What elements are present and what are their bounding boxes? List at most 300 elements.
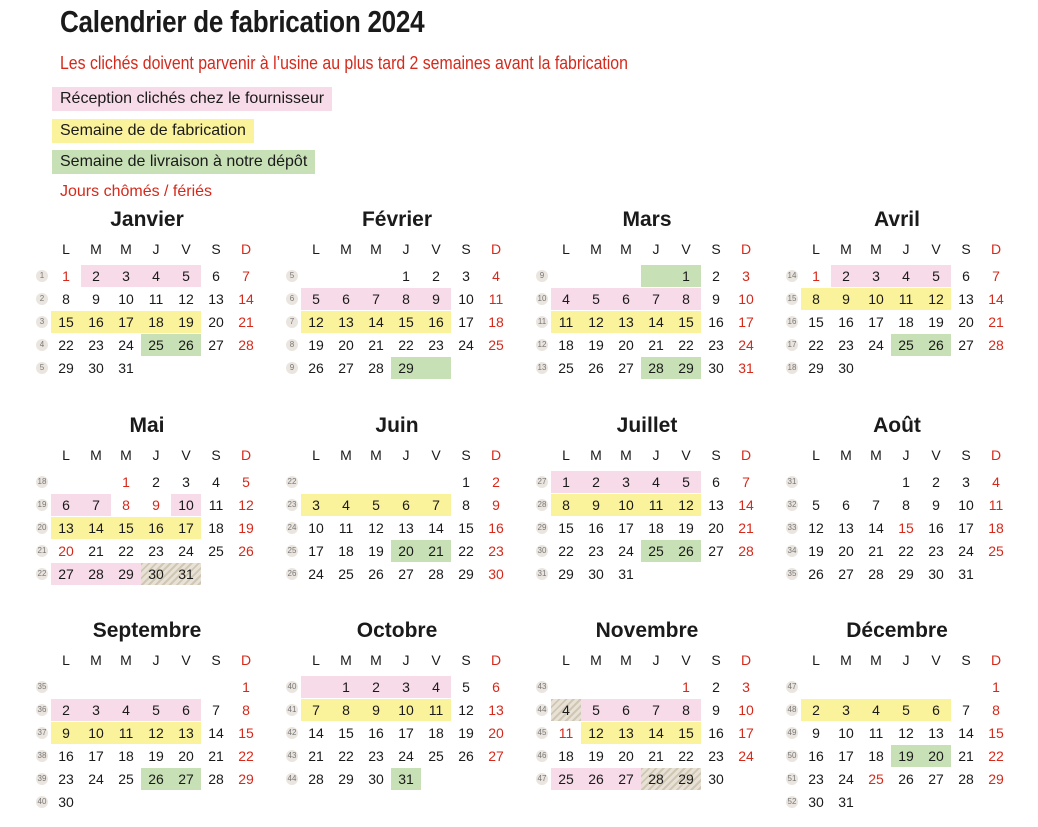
week-number: 49 bbox=[787, 728, 797, 737]
day-cell: 10 bbox=[458, 291, 474, 307]
day-cell: 25 bbox=[488, 337, 504, 353]
day-cell: 11 bbox=[558, 314, 574, 330]
day-cell: 23 bbox=[148, 543, 164, 559]
day-cell: 17 bbox=[88, 748, 104, 764]
day-cell: 31 bbox=[958, 566, 974, 582]
week-number: 5 bbox=[286, 270, 298, 282]
day-cell: 24 bbox=[618, 543, 634, 559]
day-cell: 27 bbox=[838, 566, 854, 582]
day-cell: 5 bbox=[182, 268, 190, 284]
day-cell: 15 bbox=[678, 314, 694, 330]
day-cell: 20 bbox=[398, 543, 414, 559]
day-cell: 16 bbox=[838, 314, 854, 330]
day-cell: 15 bbox=[458, 520, 474, 536]
week-number: 30 bbox=[537, 546, 547, 555]
day-cell: 1 bbox=[562, 474, 570, 490]
day-cell: 24 bbox=[178, 543, 194, 559]
day-cell: 7 bbox=[872, 497, 880, 513]
weekday-header: M bbox=[120, 652, 132, 668]
day-cell: 2 bbox=[812, 702, 820, 718]
week-number: 31 bbox=[537, 569, 547, 578]
day-cell: 29 bbox=[988, 771, 1004, 787]
day-cell: 30 bbox=[368, 771, 384, 787]
week-number: 44 bbox=[287, 774, 297, 783]
week-number: 28 bbox=[537, 500, 547, 509]
day-cell: 8 bbox=[342, 702, 350, 718]
day-cell: 14 bbox=[368, 314, 384, 330]
month-name: Février bbox=[361, 208, 433, 231]
week-number: 2 bbox=[36, 293, 48, 305]
day-cell: 21 bbox=[958, 748, 974, 764]
day-cell: 29 bbox=[118, 566, 134, 582]
day-cell: 16 bbox=[148, 520, 164, 536]
weekday-header: D bbox=[240, 241, 252, 257]
day-cell: 6 bbox=[932, 702, 940, 718]
day-cell: 4 bbox=[342, 497, 350, 513]
month-12 bbox=[786, 619, 1036, 819]
day-cell: 4 bbox=[562, 702, 570, 718]
day-cell: 17 bbox=[738, 314, 754, 330]
day-cell: 3 bbox=[742, 268, 750, 284]
day-cell: 3 bbox=[182, 474, 190, 490]
day-cell: 6 bbox=[622, 291, 630, 307]
day-cell: 16 bbox=[708, 314, 724, 330]
day-cell: 19 bbox=[678, 520, 694, 536]
week-number: 14 bbox=[787, 271, 797, 280]
day-cell: 25 bbox=[898, 337, 914, 353]
day-cell: 30 bbox=[928, 566, 944, 582]
day-cell: 18 bbox=[868, 748, 884, 764]
day-cell: 16 bbox=[928, 520, 944, 536]
weekday-header: V bbox=[431, 447, 441, 463]
day-cell: 28 bbox=[958, 771, 974, 787]
day-cell: 19 bbox=[588, 337, 604, 353]
day-cell: 5 bbox=[462, 679, 470, 695]
day-cell: 6 bbox=[962, 268, 970, 284]
day-cell: 21 bbox=[648, 748, 664, 764]
day-cell: 21 bbox=[88, 543, 104, 559]
weekday-header: J bbox=[902, 652, 910, 668]
weekday-header: D bbox=[490, 652, 502, 668]
day-cell: 13 bbox=[708, 497, 724, 513]
weekday-header: S bbox=[961, 652, 971, 668]
day-cell: 20 bbox=[928, 748, 944, 764]
weekday-header: D bbox=[490, 241, 502, 257]
weekday-header: S bbox=[461, 447, 471, 463]
day-cell: 25 bbox=[208, 543, 224, 559]
week-number: 23 bbox=[287, 500, 297, 509]
weekday-header: D bbox=[990, 447, 1002, 463]
weekday-header: S bbox=[961, 241, 971, 257]
day-cell: 2 bbox=[62, 702, 70, 718]
day-cell: 31 bbox=[838, 794, 854, 810]
day-cell: 8 bbox=[122, 497, 130, 513]
weekday-header: S bbox=[711, 447, 721, 463]
week-number: 36 bbox=[37, 705, 47, 714]
day-cell: 3 bbox=[402, 679, 410, 695]
weekday-header: J bbox=[652, 652, 660, 668]
day-cell: 23 bbox=[88, 337, 104, 353]
day-cell: 21 bbox=[868, 543, 884, 559]
day-cell: 18 bbox=[558, 748, 574, 764]
day-cell: 26 bbox=[148, 771, 164, 787]
day-cell: 7 bbox=[652, 702, 660, 718]
day-cell: 22 bbox=[238, 748, 254, 764]
day-cell: 7 bbox=[312, 702, 320, 718]
day-cell: 7 bbox=[742, 474, 750, 490]
month-8 bbox=[786, 414, 1036, 614]
day-cell: 17 bbox=[398, 725, 414, 741]
day-cell: 20 bbox=[708, 520, 724, 536]
day-cell: 5 bbox=[152, 702, 160, 718]
day-cell: 28 bbox=[368, 360, 384, 376]
week-number: 5 bbox=[36, 362, 48, 374]
weekday-header: L bbox=[812, 447, 820, 463]
day-cell: 6 bbox=[182, 702, 190, 718]
day-cell: 14 bbox=[738, 497, 754, 513]
day-cell: 21 bbox=[208, 748, 224, 764]
day-cell: 2 bbox=[842, 268, 850, 284]
day-cell: 15 bbox=[118, 520, 134, 536]
weekday-header: M bbox=[620, 447, 632, 463]
day-cell: 18 bbox=[338, 543, 354, 559]
day-cell: 12 bbox=[898, 725, 914, 741]
day-cell: 30 bbox=[88, 360, 104, 376]
day-cell: 30 bbox=[488, 566, 504, 582]
day-cell: 5 bbox=[312, 291, 320, 307]
day-cell: 13 bbox=[618, 314, 634, 330]
day-cell: 14 bbox=[88, 520, 104, 536]
week-number: 31 bbox=[787, 477, 797, 486]
week-number: 33 bbox=[787, 523, 797, 532]
day-cell: 9 bbox=[812, 725, 820, 741]
day-cell: 18 bbox=[558, 337, 574, 353]
day-cell: 18 bbox=[208, 520, 224, 536]
day-cell: 8 bbox=[402, 291, 410, 307]
day-cell: 29 bbox=[238, 771, 254, 787]
day-cell: 1 bbox=[682, 268, 690, 284]
day-cell: 22 bbox=[58, 337, 74, 353]
day-cell: 28 bbox=[238, 337, 254, 353]
day-cell: 23 bbox=[808, 771, 824, 787]
day-cell: 13 bbox=[338, 314, 354, 330]
day-cell: 17 bbox=[738, 725, 754, 741]
day-cell: 26 bbox=[238, 543, 254, 559]
week-number: 4 bbox=[36, 339, 48, 351]
week-number: 18 bbox=[37, 477, 47, 486]
day-cell: 21 bbox=[428, 543, 444, 559]
week-number: 40 bbox=[37, 797, 47, 806]
day-cell: 1 bbox=[902, 474, 910, 490]
weekday-header: V bbox=[931, 241, 941, 257]
day-cell: 24 bbox=[868, 337, 884, 353]
day-cell: 12 bbox=[678, 497, 694, 513]
day-cell: 25 bbox=[868, 771, 884, 787]
day-cell: 4 bbox=[652, 474, 660, 490]
weekday-header: S bbox=[211, 447, 221, 463]
week-number: 38 bbox=[37, 751, 47, 760]
day-cell: 14 bbox=[208, 725, 224, 741]
day-cell: 30 bbox=[838, 360, 854, 376]
day-cell: 14 bbox=[648, 725, 664, 741]
day-cell: 9 bbox=[92, 291, 100, 307]
day-cell: 16 bbox=[808, 748, 824, 764]
day-cell: 26 bbox=[678, 543, 694, 559]
weekday-header: D bbox=[740, 652, 752, 668]
weekday-header: M bbox=[120, 241, 132, 257]
day-cell: 19 bbox=[308, 337, 324, 353]
weekday-header: D bbox=[740, 447, 752, 463]
day-cell: 27 bbox=[708, 543, 724, 559]
day-cell: 27 bbox=[618, 360, 634, 376]
week-number: 43 bbox=[537, 682, 547, 691]
day-cell: 12 bbox=[928, 291, 944, 307]
day-cell: 23 bbox=[838, 337, 854, 353]
day-cell: 3 bbox=[122, 268, 130, 284]
weekday-header: V bbox=[431, 241, 441, 257]
weekday-header: V bbox=[931, 447, 941, 463]
month-name: Décembre bbox=[846, 619, 948, 642]
day-cell: 20 bbox=[618, 337, 634, 353]
day-cell: 4 bbox=[992, 474, 1000, 490]
weekday-header: L bbox=[62, 241, 70, 257]
day-cell: 20 bbox=[58, 543, 74, 559]
day-cell: 18 bbox=[148, 314, 164, 330]
week-number: 41 bbox=[287, 705, 297, 714]
day-cell: 26 bbox=[588, 360, 604, 376]
weekday-header: J bbox=[902, 241, 910, 257]
day-cell: 17 bbox=[178, 520, 194, 536]
month-name: Novembre bbox=[595, 619, 699, 642]
week-number: 42 bbox=[287, 728, 297, 737]
day-cell: 23 bbox=[928, 543, 944, 559]
day-cell: 21 bbox=[308, 748, 324, 764]
day-cell: 6 bbox=[212, 268, 220, 284]
day-cell: 14 bbox=[958, 725, 974, 741]
day-cell: 11 bbox=[148, 291, 164, 307]
week-number: 44 bbox=[537, 705, 547, 714]
day-cell: 31 bbox=[398, 771, 414, 787]
day-cell: 6 bbox=[62, 497, 70, 513]
weekday-header: D bbox=[490, 447, 502, 463]
weekday-header: M bbox=[620, 241, 632, 257]
day-cell: 9 bbox=[152, 497, 160, 513]
weekday-header: M bbox=[870, 241, 882, 257]
day-cell: 22 bbox=[678, 337, 694, 353]
day-cell: 2 bbox=[712, 679, 720, 695]
day-cell: 17 bbox=[118, 314, 134, 330]
day-cell: 14 bbox=[238, 291, 254, 307]
day-cell: 19 bbox=[458, 725, 474, 741]
day-cell: 31 bbox=[738, 360, 754, 376]
day-cell: 20 bbox=[838, 543, 854, 559]
week-number: 19 bbox=[37, 500, 47, 509]
day-cell: 28 bbox=[868, 566, 884, 582]
week-number: 50 bbox=[787, 751, 797, 760]
day-cell: 1 bbox=[62, 268, 70, 284]
month-name: Septembre bbox=[92, 619, 202, 642]
day-cell: 5 bbox=[592, 291, 600, 307]
day-cell: 27 bbox=[398, 566, 414, 582]
weekday-header: V bbox=[181, 447, 191, 463]
day-cell: 26 bbox=[808, 566, 824, 582]
day-cell: 9 bbox=[592, 497, 600, 513]
day-cell: 22 bbox=[398, 337, 414, 353]
day-cell: 27 bbox=[338, 360, 354, 376]
day-cell: 8 bbox=[242, 702, 250, 718]
legend-semaine-livraison: Semaine de livraison à notre dépôt bbox=[52, 150, 315, 174]
day-cell: 23 bbox=[588, 543, 604, 559]
week-number: 17 bbox=[787, 340, 797, 349]
week-number: 13 bbox=[537, 363, 547, 372]
month-5 bbox=[36, 414, 286, 614]
weekday-header: S bbox=[711, 241, 721, 257]
day-cell: 22 bbox=[118, 543, 134, 559]
week-number: 48 bbox=[787, 705, 797, 714]
day-cell: 7 bbox=[212, 702, 220, 718]
day-cell: 29 bbox=[398, 360, 414, 376]
day-cell: 29 bbox=[898, 566, 914, 582]
day-cell: 24 bbox=[398, 748, 414, 764]
day-cell: 1 bbox=[242, 679, 250, 695]
day-cell: 30 bbox=[58, 794, 74, 810]
day-cell: 31 bbox=[178, 566, 194, 582]
weekday-header: S bbox=[461, 652, 471, 668]
day-cell: 3 bbox=[92, 702, 100, 718]
day-cell: 13 bbox=[178, 725, 194, 741]
day-cell: 24 bbox=[838, 771, 854, 787]
weekday-header: L bbox=[812, 652, 820, 668]
day-cell: 29 bbox=[458, 566, 474, 582]
week-number: 39 bbox=[37, 774, 47, 783]
day-cell: 21 bbox=[238, 314, 254, 330]
day-cell: 16 bbox=[708, 725, 724, 741]
day-cell: 10 bbox=[118, 291, 134, 307]
day-cell: 27 bbox=[958, 337, 974, 353]
day-cell: 7 bbox=[372, 291, 380, 307]
day-cell: 24 bbox=[308, 566, 324, 582]
week-number: 21 bbox=[37, 546, 47, 555]
month-name: Avril bbox=[874, 208, 920, 231]
day-cell: 5 bbox=[242, 474, 250, 490]
day-cell: 1 bbox=[462, 474, 470, 490]
day-cell: 27 bbox=[178, 771, 194, 787]
weekday-header: M bbox=[370, 447, 382, 463]
weekday-header: J bbox=[152, 652, 160, 668]
day-cell: 9 bbox=[372, 702, 380, 718]
day-cell: 4 bbox=[152, 268, 160, 284]
weekday-header: M bbox=[590, 241, 602, 257]
day-cell: 15 bbox=[678, 725, 694, 741]
day-cell: 27 bbox=[58, 566, 74, 582]
month-4 bbox=[786, 208, 1036, 408]
week-number: 46 bbox=[537, 751, 547, 760]
day-cell: 23 bbox=[488, 543, 504, 559]
day-cell: 15 bbox=[58, 314, 74, 330]
day-cell: 2 bbox=[932, 474, 940, 490]
day-cell: 9 bbox=[842, 291, 850, 307]
weekday-header: M bbox=[90, 652, 102, 668]
day-cell: 31 bbox=[618, 566, 634, 582]
day-cell: 13 bbox=[488, 702, 504, 718]
weekday-header: M bbox=[840, 652, 852, 668]
day-cell: 13 bbox=[58, 520, 74, 536]
day-cell: 16 bbox=[428, 314, 444, 330]
week-number: 43 bbox=[287, 751, 297, 760]
day-cell: 10 bbox=[88, 725, 104, 741]
day-cell: 23 bbox=[368, 748, 384, 764]
week-number: 22 bbox=[37, 569, 47, 578]
day-cell: 15 bbox=[988, 725, 1004, 741]
legend-jours-feries: Jours chômés / fériés bbox=[60, 183, 213, 200]
day-cell: 18 bbox=[488, 314, 504, 330]
day-cell: 7 bbox=[242, 268, 250, 284]
day-cell: 17 bbox=[458, 314, 474, 330]
month-10 bbox=[286, 619, 536, 819]
weekday-header: V bbox=[681, 447, 691, 463]
week-number: 22 bbox=[287, 477, 297, 486]
day-cell: 5 bbox=[932, 268, 940, 284]
day-cell: 25 bbox=[558, 771, 574, 787]
month-name: Mai bbox=[129, 414, 165, 437]
week-number: 32 bbox=[787, 500, 797, 509]
day-cell: 12 bbox=[588, 314, 604, 330]
day-cell: 19 bbox=[588, 748, 604, 764]
day-cell: 25 bbox=[558, 360, 574, 376]
day-cell: 13 bbox=[208, 291, 224, 307]
weekday-header: S bbox=[461, 241, 471, 257]
weekday-header: S bbox=[961, 447, 971, 463]
week-number: 26 bbox=[287, 569, 297, 578]
day-cell: 17 bbox=[308, 543, 324, 559]
weekday-header: M bbox=[870, 447, 882, 463]
day-cell: 5 bbox=[592, 702, 600, 718]
day-cell: 1 bbox=[402, 268, 410, 284]
day-cell: 16 bbox=[488, 520, 504, 536]
day-cell: 3 bbox=[872, 268, 880, 284]
day-cell: 5 bbox=[682, 474, 690, 490]
day-cell: 31 bbox=[118, 360, 134, 376]
day-cell: 29 bbox=[558, 566, 574, 582]
week-number: 45 bbox=[537, 728, 547, 737]
weekday-header: M bbox=[90, 241, 102, 257]
weekday-header: J bbox=[152, 447, 160, 463]
day-cell: 19 bbox=[898, 748, 914, 764]
weekday-header: V bbox=[431, 652, 441, 668]
day-cell: 28 bbox=[648, 771, 664, 787]
day-cell: 2 bbox=[372, 679, 380, 695]
page-title: Calendrier de fabrication 2024 bbox=[60, 4, 425, 39]
day-cell: 12 bbox=[308, 314, 324, 330]
day-cell: 24 bbox=[738, 748, 754, 764]
day-cell: 14 bbox=[428, 520, 444, 536]
day-cell: 9 bbox=[492, 497, 500, 513]
week-number: 7 bbox=[286, 316, 298, 328]
day-cell: 4 bbox=[562, 291, 570, 307]
day-cell: 4 bbox=[872, 702, 880, 718]
day-cell: 26 bbox=[368, 566, 384, 582]
day-cell: 10 bbox=[868, 291, 884, 307]
day-cell: 19 bbox=[238, 520, 254, 536]
week-number: 20 bbox=[37, 523, 47, 532]
weekday-header: S bbox=[211, 652, 221, 668]
day-cell: 25 bbox=[338, 566, 354, 582]
week-number: 35 bbox=[787, 569, 797, 578]
day-cell: 26 bbox=[588, 771, 604, 787]
weekday-header: L bbox=[62, 652, 70, 668]
day-cell: 16 bbox=[58, 748, 74, 764]
day-cell: 16 bbox=[368, 725, 384, 741]
